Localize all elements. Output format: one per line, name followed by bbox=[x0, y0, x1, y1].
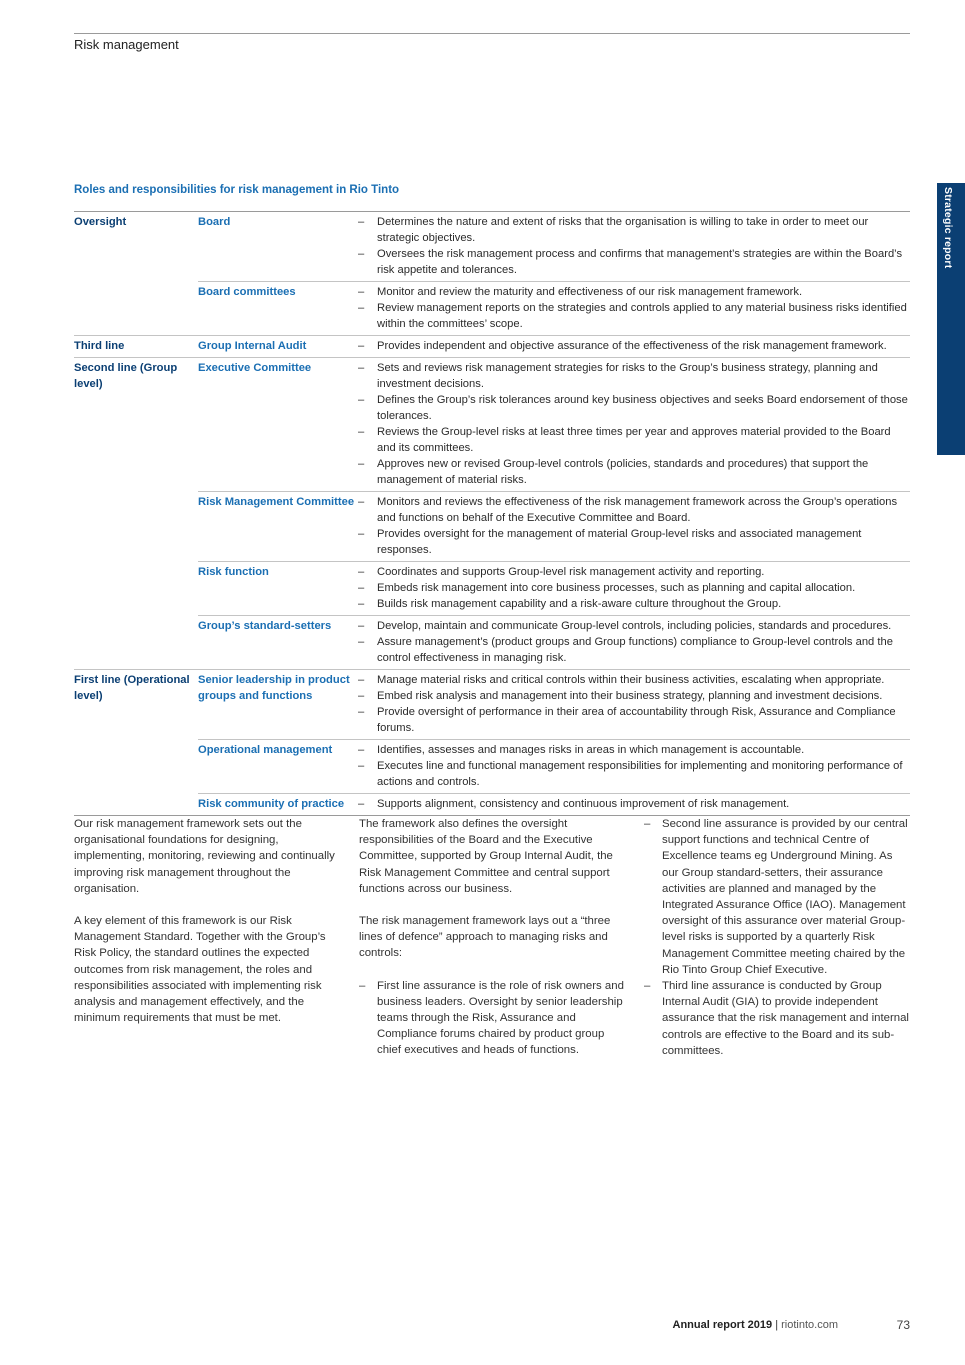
paragraph: Our risk management framework sets out the organisational foundations for designing, implementing, monitoring, reviewing and continually improving risk management throughout the organisation. bbox=[74, 818, 335, 895]
responsibility-text: Reviews the Group-level risks at least three times per year and approves material provided to the Board and its committees. bbox=[377, 426, 891, 454]
responsibility-item bbox=[358, 214, 910, 246]
responsibility-item bbox=[358, 580, 910, 596]
header-rule bbox=[74, 33, 910, 34]
dash-bullet: – bbox=[358, 566, 365, 578]
table-row bbox=[74, 212, 910, 282]
footer-report-name: Annual report 2019 bbox=[672, 1319, 773, 1331]
body-column-2 bbox=[359, 816, 627, 1059]
responsibility-item bbox=[358, 596, 910, 612]
footer-separator: | bbox=[775, 1319, 779, 1331]
responsibility-text: Coordinates and supports Group-level risk management activity and reporting. bbox=[377, 566, 765, 578]
line-of-defence-cell bbox=[74, 492, 198, 562]
dash-bullet: – bbox=[358, 582, 365, 594]
line-of-defence-cell bbox=[74, 562, 198, 616]
responsibility-item bbox=[358, 424, 910, 456]
responsibility-text: Defines the Group’s risk tolerances around key business objectives and seeks Board endorsement of those tolerances. bbox=[377, 394, 908, 422]
responsible-body-cell: Operational management bbox=[198, 740, 358, 794]
page-section-title: Risk management bbox=[74, 37, 179, 52]
table-row bbox=[74, 562, 910, 616]
dash-bullet: – bbox=[358, 302, 365, 314]
responsibility-item bbox=[358, 634, 910, 666]
responsibility-text: Supports alignment, consistency and continuous improvement of risk management. bbox=[377, 798, 790, 810]
responsibility-text: Provides independent and objective assurance of the effectiveness of the risk management framework. bbox=[377, 340, 887, 352]
responsibility-item bbox=[358, 758, 910, 790]
responsibility-item bbox=[358, 704, 910, 736]
dash-bullet: – bbox=[358, 216, 365, 228]
responsibilities-cell bbox=[358, 616, 910, 670]
table-row bbox=[74, 740, 910, 794]
table-row bbox=[74, 794, 910, 816]
responsibilities-cell bbox=[358, 282, 910, 336]
responsibility-item bbox=[358, 796, 910, 812]
dash-bullet: – bbox=[358, 690, 365, 702]
responsibility-text: Oversees the risk management process and confirms that management’s strategies are within the Board’s risk appetite and tolerances. bbox=[377, 248, 903, 276]
page-number: 73 bbox=[896, 1318, 910, 1332]
dash-bullet: – bbox=[358, 286, 365, 298]
side-tab-label: Strategic report bbox=[942, 187, 954, 269]
responsibility-item bbox=[358, 526, 910, 558]
responsibility-text: Builds risk management capability and a risk-aware culture throughout the Group. bbox=[377, 598, 782, 610]
line-of-defence-cell bbox=[74, 740, 198, 794]
responsibility-text: Sets and reviews risk management strategies for risks to the Group’s business strategy, planning and investment decisions. bbox=[377, 362, 878, 390]
dash-bullet: – bbox=[358, 620, 365, 632]
paragraph: The risk management framework lays out a “three lines of defence” approach to managing risks and controls: bbox=[359, 915, 611, 960]
responsible-body-cell: Group’s standard-setters bbox=[198, 616, 358, 670]
responsibility-item bbox=[358, 392, 910, 424]
line-of-defence-cell bbox=[74, 282, 198, 336]
line-of-defence-cell bbox=[74, 616, 198, 670]
table-row bbox=[74, 336, 910, 358]
line-of-defence-cell: Third line bbox=[74, 336, 198, 358]
responsibilities-cell bbox=[358, 358, 910, 492]
responsibility-text: Approves new or revised Group-level controls (policies, standards and procedures) that support the management of material risks. bbox=[377, 458, 869, 486]
dash-bullet: – bbox=[358, 340, 365, 352]
responsibility-text: Provide oversight of performance in their area of accountability through Risk, Assurance and Compliance forums. bbox=[377, 706, 896, 734]
table-row bbox=[74, 358, 910, 492]
list-item bbox=[359, 978, 627, 1059]
dash-bullet: – bbox=[358, 394, 365, 406]
responsible-body-cell: Risk Management Committee bbox=[198, 492, 358, 562]
dash-bullet: – bbox=[358, 528, 365, 540]
responsibility-item bbox=[358, 338, 910, 354]
line-of-defence-cell bbox=[74, 794, 198, 816]
responsibility-item bbox=[358, 300, 910, 332]
responsibility-item bbox=[358, 494, 910, 526]
responsible-body-cell: Risk function bbox=[198, 562, 358, 616]
dash-bullet: – bbox=[358, 248, 365, 260]
dash-bullet: – bbox=[358, 426, 365, 438]
table-row bbox=[74, 670, 910, 740]
dash-bullet: – bbox=[358, 744, 365, 756]
responsibility-item bbox=[358, 742, 910, 758]
list-item bbox=[644, 816, 910, 978]
table-row bbox=[74, 492, 910, 562]
dash-bullet: – bbox=[358, 706, 365, 718]
roles-table-body bbox=[74, 212, 910, 816]
list-item-text: Third line assurance is conducted by Group Internal Audit (GIA) to provide independent assurance that the risk management and internal controls are effective to the Board and its sub-committees. bbox=[662, 980, 909, 1057]
responsible-body-cell: Board bbox=[198, 216, 231, 228]
responsibility-text: Monitor and review the maturity and effectiveness of our risk management framework. bbox=[377, 286, 803, 298]
responsible-body-cell: Executive Committee bbox=[198, 358, 358, 492]
responsibility-text: Review management reports on the strategies and controls applied to any material business risks identified within the committees’ scope. bbox=[377, 302, 907, 330]
dash-bullet: – bbox=[644, 980, 651, 993]
paragraph: The framework also defines the oversight responsibilities of the Board and the Executive Committee, supported by Group Internal Audit, the Risk Management Committee and central support functions across our business. bbox=[359, 818, 613, 895]
responsibility-text: Develop, maintain and communicate Group-level controls, including policies, standards and procedures. bbox=[377, 620, 892, 632]
responsibilities-cell bbox=[358, 562, 910, 616]
list-item-text: Second line assurance is provided by our central support functions and technical Centre of Excellence teams eg Underground Mining. As our Group standard-setters, their assurance activities are planned and managed by the Integrated Assurance Office (IAO). Management oversight of this assurance over material Group-level risks is supported by a quarterly Risk Management Committee meeting chaired by the Rio Tinto Group Chief Executive. bbox=[662, 818, 908, 976]
responsibilities-cell bbox=[358, 336, 910, 358]
responsibilities-cell bbox=[358, 492, 910, 562]
responsibilities-cell bbox=[358, 212, 910, 282]
table-row bbox=[74, 616, 910, 670]
responsibility-item bbox=[358, 618, 910, 634]
dash-bullet: – bbox=[358, 798, 365, 810]
responsible-body-cell: Senior leadership in product groups and functions bbox=[198, 670, 358, 740]
dash-bullet: – bbox=[358, 496, 365, 508]
dash-bullet: – bbox=[358, 598, 365, 610]
dash-bullet: – bbox=[358, 674, 365, 686]
responsibility-item bbox=[358, 672, 910, 688]
responsibility-item bbox=[358, 456, 910, 488]
line-of-defence-cell: Oversight bbox=[74, 216, 127, 228]
responsibility-text: Monitors and reviews the effectiveness of the risk management framework across the Group’s operations and functions on behalf of the Executive Committee and Board. bbox=[377, 496, 898, 524]
dash-bullet: – bbox=[644, 818, 651, 830]
table-title: Roles and responsibilities for risk management in Rio Tinto bbox=[74, 184, 400, 196]
footer-website-link[interactable]: riotinto.com bbox=[781, 1319, 838, 1331]
body-column-1 bbox=[74, 816, 336, 1042]
responsible-body-cell: Risk community of practice bbox=[198, 794, 358, 816]
list-item bbox=[644, 978, 910, 1059]
responsibilities-cell bbox=[358, 670, 910, 740]
responsibility-item bbox=[358, 284, 910, 300]
line-of-defence-cell: First line (Operational level) bbox=[74, 670, 198, 740]
responsibility-text: Assure management’s (product groups and Group functions) compliance to Group-level controls and the control effectiveness in managing risk. bbox=[377, 636, 893, 664]
responsible-body-cell: Group Internal Audit bbox=[198, 336, 358, 358]
responsibility-item bbox=[358, 246, 910, 278]
roles-table bbox=[74, 211, 910, 816]
responsibility-item bbox=[358, 688, 910, 704]
responsibility-text: Manage material risks and critical controls within their business activities, escalating when appropriate. bbox=[377, 674, 885, 686]
responsibility-text: Embeds risk management into core business processes, such as planning and capital allocation. bbox=[377, 582, 856, 594]
responsibility-text: Executes line and functional management responsibilities for implementing and monitoring performance of actions and controls. bbox=[377, 760, 903, 788]
responsibility-text: Determines the nature and extent of risks that the organisation is willing to take in order to meet our strategic objectives. bbox=[377, 216, 869, 244]
side-section-tab[interactable] bbox=[937, 183, 965, 455]
responsibility-item bbox=[358, 564, 910, 580]
body-column-3 bbox=[644, 816, 910, 1059]
table-row bbox=[74, 282, 910, 336]
responsibility-text: Embed risk analysis and management into their business strategy, planning and investment decisions. bbox=[377, 690, 883, 702]
responsible-body-cell: Board committees bbox=[198, 282, 358, 336]
dash-bullet: – bbox=[359, 979, 366, 992]
responsibility-text: Identifies, assesses and manages risks in areas in which management is accountable. bbox=[377, 744, 805, 756]
responsibilities-cell bbox=[358, 740, 910, 794]
line-of-defence-cell: Second line (Group level) bbox=[74, 358, 198, 492]
paragraph: A key element of this framework is our Risk Management Standard. Together with the Group’s Risk Policy, the standard outlines the expected outcomes from risk management, the roles and responsibilities associated with implementing risk analysis and management effectively, and the minimum requirements that must be met. bbox=[74, 915, 326, 1025]
dash-bullet: – bbox=[358, 458, 365, 470]
responsibility-item bbox=[358, 360, 910, 392]
dash-bullet: – bbox=[358, 362, 365, 374]
dash-bullet: – bbox=[358, 636, 365, 648]
dash-bullet: – bbox=[358, 760, 365, 772]
responsibility-text: Provides oversight for the management of material Group-level risks and associated management responses. bbox=[377, 528, 862, 556]
list-item-text: First line assurance is the role of risk owners and business leaders. Oversight by senior leadership teams through the Risk, Assurance and Compliance forums chaired by product group chief executives and heads of functions. bbox=[377, 979, 624, 1057]
responsibilities-cell bbox=[358, 794, 910, 816]
